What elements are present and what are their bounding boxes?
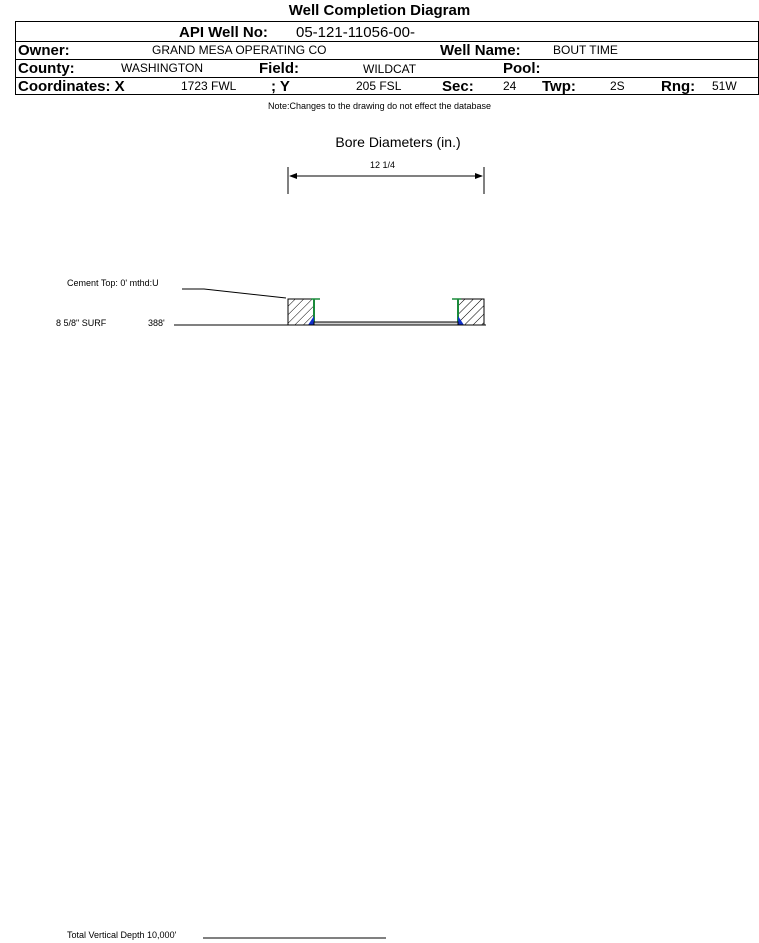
sec-value: 24 <box>503 79 517 93</box>
owner-value: GRAND MESA OPERATING CO <box>152 43 327 57</box>
pool-label: Pool: <box>503 60 541 77</box>
well-name-value: BOUT TIME <box>553 43 618 57</box>
database-note: Note:Changes to the drawing do not effect the database <box>268 101 491 111</box>
county-value: WASHINGTON <box>121 61 204 75</box>
arrow-left-icon <box>289 173 297 179</box>
bore-dimension-line <box>288 167 484 194</box>
field-label: Field: <box>259 60 299 77</box>
bore-diameter-value: 12 1/4 <box>370 160 396 170</box>
coord-x-value: 1723 FWL <box>181 79 237 93</box>
arrow-right-icon <box>475 173 483 179</box>
total-depth-label: Total Vertical Depth 10,000' <box>67 930 177 940</box>
cement-top-label: Cement Top: 0' mthd:U <box>67 278 159 288</box>
cement-top-leader <box>182 289 286 298</box>
field-value: WILDCAT <box>363 62 417 76</box>
coord-y-value: 205 FSL <box>356 79 402 93</box>
casing-depth: 388' <box>148 318 165 328</box>
api-value: 05-121-11056-00- <box>296 24 415 41</box>
well-name-label: Well Name: <box>440 42 521 59</box>
coord-x-label: Coordinates: X <box>18 78 125 95</box>
twp-value: 2S <box>610 79 625 93</box>
rng-label: Rng: <box>661 78 696 95</box>
sec-label: Sec: <box>442 78 474 95</box>
owner-label: Owner: <box>18 42 70 59</box>
api-label: API Well No: <box>179 24 268 41</box>
diagram-title: Well Completion Diagram <box>288 2 471 19</box>
rng-value: 51W <box>712 79 737 93</box>
casing-left <box>288 299 320 325</box>
coord-y-label: ; Y <box>271 78 290 95</box>
county-label: County: <box>18 60 75 77</box>
twp-label: Twp: <box>542 78 576 95</box>
bore-diameters-title: Bore Diameters (in.) <box>335 134 461 150</box>
casing-label: 8 5/8" SURF <box>56 318 107 328</box>
casing-right <box>452 299 484 325</box>
